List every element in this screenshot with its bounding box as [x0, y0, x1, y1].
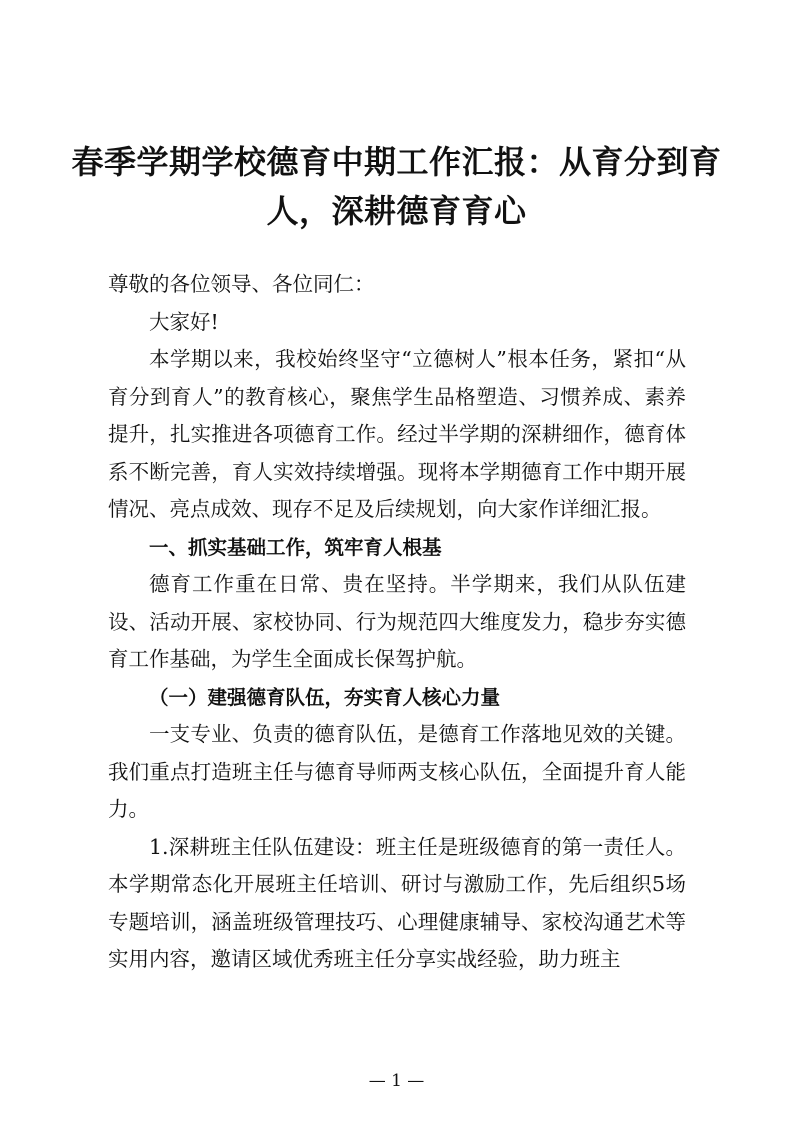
item-1-paragraph: 1.深耕班主任队伍建设：班主任是班级德育的第一责任人。本学期常态化开展班主任培训、研讨与激励工作，先后组织5场专题培训，涵盖班级管理技巧、心理健康辅导、家校沟通艺术等实用内容，邀请区域优秀班主任分享实战经验，助力班主 — [108, 834, 686, 971]
document-body — [108, 266, 686, 979]
greeting: 大家好! — [149, 309, 219, 334]
section-heading-1: 一、抓实基础工作，筑牢育人根基 — [149, 535, 442, 559]
section-1-paragraph: 德育工作重在日常、贵在坚持。半学期来，我们从队伍建设、活动开展、家校协同、行为规范四大维度发力，稳步夯实德育工作基础，为学生全面成长保驾护航。 — [108, 572, 686, 671]
intro-paragraph: 本学期以来，我校始终坚守“立德树人”根本任务，紧扣“从育分到育人”的教育核心，聚焦学生品格塑造、习惯养成、素养提升，扎实推进各项德育工作。经过半学期的深耕细作，德育体系不断完善，育人实效持续增强。现将本学期德育工作中期开展情况、亮点成效、现存不足及后续规划，向大家作详细汇报。 — [108, 347, 686, 521]
document-title: 春季学期学校德育中期工作汇报：从育分到育人，深耕德育育心 — [71, 143, 722, 230]
salutation: 尊敬的各位领导、各位同仁： — [108, 272, 375, 296]
page-number: — 1 — — [368, 1071, 425, 1091]
subsection-heading-1: （一）建强德育队伍，夯实育人核心力量 — [149, 685, 501, 709]
subsection-1-paragraph: 一支专业、负责的德育队伍，是德育工作落地见效的关键。我们重点打造班主任与德育导师两支核心队伍，全面提升育人能力。 — [108, 722, 686, 821]
